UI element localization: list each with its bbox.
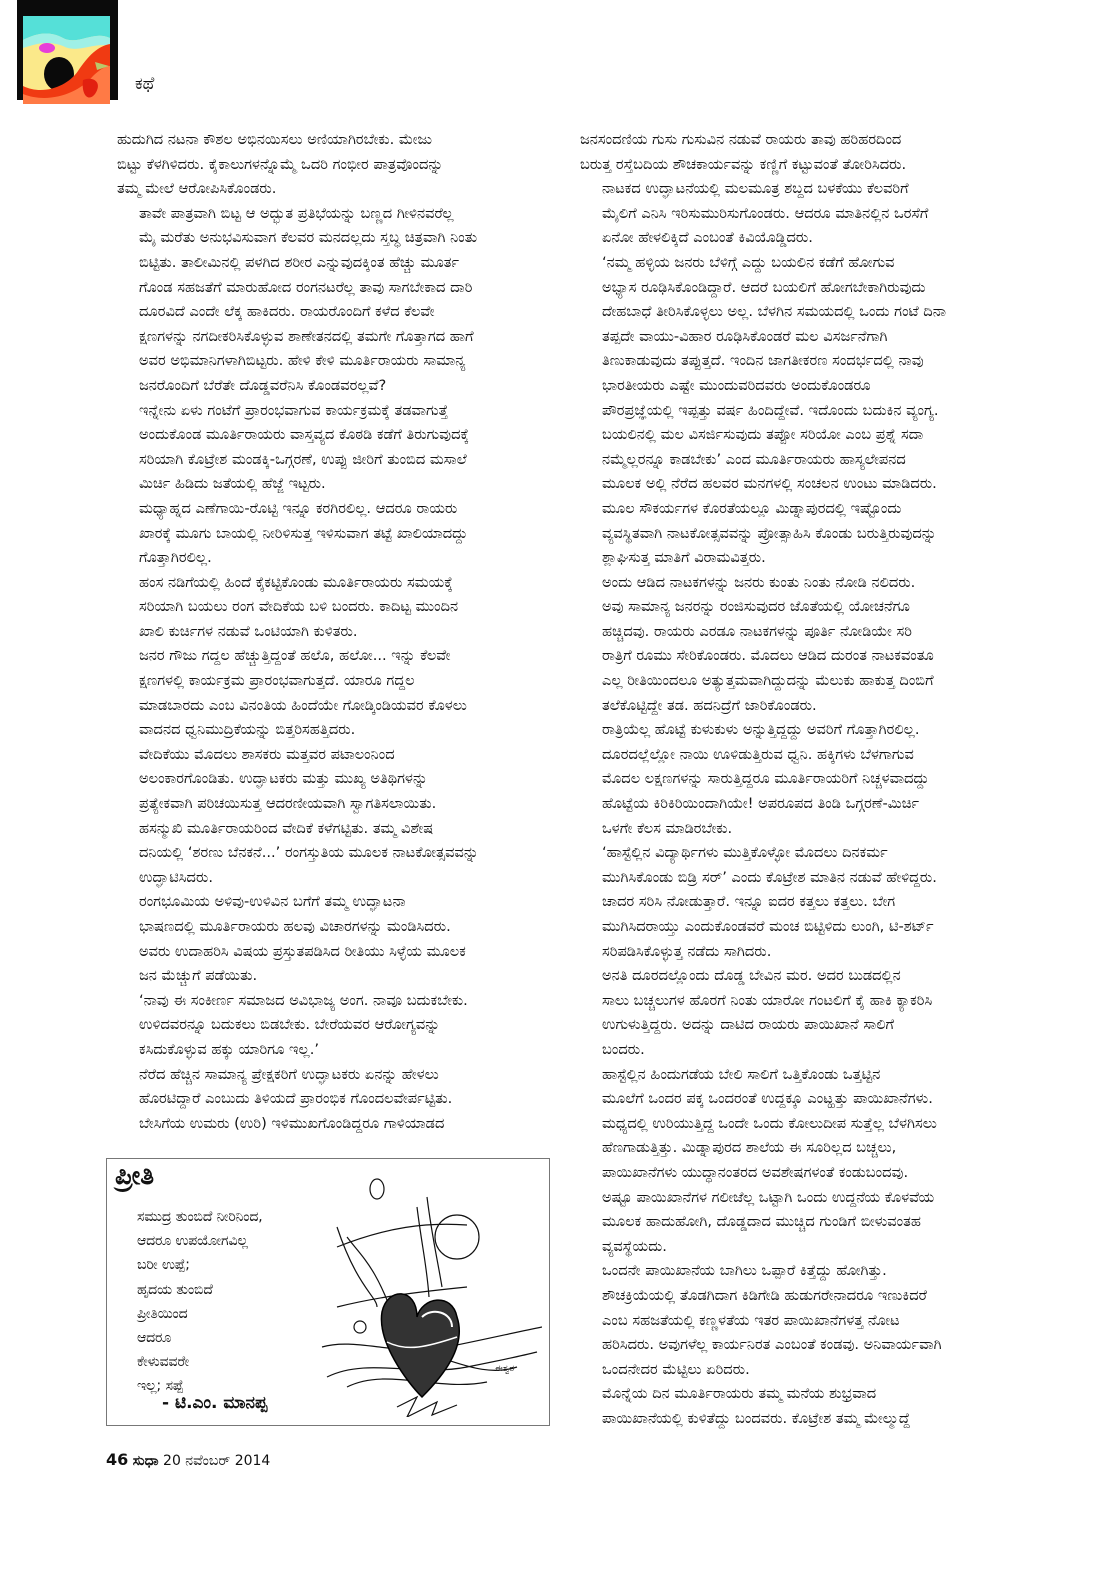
text-line: ನೆರೆದ ಹೆಚ್ಚಿನ ಸಾಮಾನ್ಯ ಪ್ರೇಕ್ಷಕರಿಗೆ ಉದ್ಘಾಟಕರು ಏನನ್ನು ಹೇಳಲು	[139, 1065, 439, 1083]
text-line: ತಮ್ಮ ಮೇಲೆ ಆರೋಪಿಸಿಕೊಂಡರು.	[117, 180, 277, 198]
illustrator-credit: ಈಶ್ವರ	[495, 1364, 515, 1374]
left-column-paragraph	[117, 202, 557, 399]
left-column-paragraph	[117, 571, 557, 645]
left-column-paragraph	[117, 743, 557, 817]
poem-box	[106, 1158, 550, 1426]
text-line: ಜನರ ಗೌಜು ಗದ್ದಲ ಹೆಚ್ಚುತ್ತಿದ್ದಂತೆ ಹಲೊ, ಹಲೋ... ಇನ್ನು ಕೆಲವೇ	[139, 647, 451, 665]
magazine-section-logo	[17, 0, 118, 100]
text-line: ಹೊಟ್ಟೆಯ ಕಿರಿಕಿರಿಯಿಂದಾಗಿಯೇ! ಅಪರೂಪದ ತಿಂಡಿ ಒಗ್ಗರಣೆ-ಮಿರ್ಚಿ	[602, 795, 920, 813]
right-column-paragraph	[580, 177, 1020, 251]
right-column-paragraph	[580, 718, 1020, 841]
section-label: ಕಥೆ	[135, 74, 155, 94]
poem-author: - ಟಿ.ಎಂ. ಮಾನಪ್ಪ	[162, 1393, 268, 1413]
text-line: ವಾದನದ ಧ್ವನಿಮುದ್ರಿಕೆಯನ್ನು ಬಿತ್ತರಿಸಹತ್ತಿದರು.	[139, 721, 356, 739]
text-line: ಮೊನ್ನೆಯ ದಿನ ಮೂರ್ತಿರಾಯರು ತಮ್ಮ ಮನೆಯ ಶುಭ್ರವಾದ	[602, 1385, 877, 1403]
text-line: ಅಲಂಕಾರಗೊಂಡಿತು. ಉದ್ಘಾಟಕರು ಮತ್ತು ಮುಖ್ಯ ಅತಿಥಿಗಳನ್ನು	[139, 770, 428, 788]
poem-line: ಹೃದಯ ತುಂಬಿದೆ	[137, 1281, 213, 1298]
text-line: ಇನ್ನೇನು ಏಳು ಗಂಟೆಗೆ ಪ್ರಾರಂಭವಾಗುವ ಕಾರ್ಯಕ್ರಮಕ್ಕೆ ತಡವಾಗುತ್ತೆ	[139, 401, 449, 419]
left-column-paragraph	[117, 989, 557, 1063]
text-line: ಬಯಲಿನಲ್ಲಿ ಮಲ ವಿಸರ್ಜಿಸುವುದು ತಪ್ಪೋ ಸರಿಯೋ ಎಂಬ ಪ್ರಶ್ನೆ ಸದಾ	[602, 426, 924, 444]
text-line: ಉಗುಳುತ್ತಿದ್ದರು. ಅದನ್ನು ದಾಟಿದ ರಾಯರು ಪಾಯಿಖಾನೆ ಸಾಲಿಗೆ	[602, 1016, 895, 1034]
poem-line: ಆದರೂ ಉಪಯೋಗವಿಲ್ಲ	[137, 1233, 248, 1250]
text-line: ಮೂಲೆಗೆ ಒಂದರ ಪಕ್ಕ ಒಂದರಂತೆ ಉದ್ದಕ್ಕೂ ಎಂಟ್ಹತ್ತು ಪಾಯಿಖಾನೆಗಳು.	[602, 1090, 933, 1108]
right-column-paragraph	[580, 571, 1020, 719]
poem-title: ಪ್ರೀತಿ	[115, 1161, 155, 1191]
text-line: ಹುದುಗಿದ ನಟನಾ ಕೌಶಲ ಅಭಿನಯಿಸಲು ಅಣಿಯಾಗಿರಬೇಕು. ಮೇಜು	[117, 131, 432, 148]
text-line: ಏನೋ ಹೇಳಲಿಕ್ಕಿದೆ ಎಂಬಂತೆ ಕಿವಿಯೊಡ್ಡಿದರು.	[602, 229, 813, 247]
text-line: ಕ್ಷಣಗಳಲ್ಲಿ ಕಾರ್ಯಕ್ರಮ ಪ್ರಾರಂಭವಾಗುತ್ತದೆ. ಯಾರೂ ಗದ್ದಲ	[139, 672, 415, 690]
poem-line: ಇಲ್ಲ; ಸಪ್ಪೆ	[137, 1378, 184, 1395]
text-line: ಒಂದನೇ ಪಾಯಿಖಾನೆಯ ಬಾಗಿಲು ಒಪ್ಪಾರೆ ಕಿತ್ತೆದ್ದು ಹೋಗಿತ್ತು.	[602, 1262, 887, 1280]
page-footer	[106, 1450, 270, 1469]
text-line: ವ್ಯವಸ್ಥಿತವಾಗಿ ನಾಟಕೋತ್ಸವವನ್ನು ಪ್ರೋತ್ಸಾಹಿಸಿ ಕೊಂಡು ಬರುತ್ತಿರುವುದನ್ನು	[602, 524, 937, 542]
text-line: ಹರಿಸಿದರು. ಅವುಗಳೆಲ್ಲ ಕಾರ್ಯನಿರತ ಎಂಬಂತೆ ಕಂಡವು. ಅನಿವಾರ್ಯವಾಗಿ	[602, 1336, 942, 1354]
text-line: ಅವರ ಅಭಿಮಾನಿಗಳಾಗಿಬಿಟ್ಟರು. ಹೇಳಿ ಕೇಳಿ ಮೂರ್ತಿರಾಯರು ಸಾಮಾನ್ಯ	[139, 352, 466, 370]
text-line: ಮೂಲಕ ಹಾದುಹೋಗಿ, ದೊಡ್ಡದಾದ ಮುಚ್ಚಿದ ಗುಂಡಿಗೆ ಬೀಳುವಂತಹ	[602, 1213, 921, 1231]
text-line: ಗೊಂಡ ಸಹಜತೆಗೆ ಮಾರುಹೋದ ರಂಗನಟರೆಲ್ಲ ತಾವು ಸಾಗಬೇಕಾದ ದಾರಿ	[139, 278, 473, 296]
text-line: ಭಾರತೀಯರು ಎಷ್ಟೇ ಮುಂದುವರಿದವರು ಅಂದುಕೊಂಡರೂ	[602, 376, 871, 394]
text-line: ವೇದಿಕೆಯು ಮೊದಲು ಶಾಸಕರು ಮತ್ತವರ ಪಟಾಲಂನಿಂದ	[139, 745, 395, 763]
left-column-paragraph	[117, 890, 557, 988]
right-column-paragraph	[580, 1063, 1020, 1260]
text-line: ಸರಿಯಾಗಿ ಕೊಟ್ರೇಶ ಮಂಡಕ್ಕಿ-ಒಗ್ಗರಣೆ, ಉಪ್ಪು ಜೀರಿಗೆ ತುಂಬಿದ ಮಸಾಲೆ	[139, 450, 467, 468]
text-line: ಮಧ್ಯಾಹ್ನದ ಎಣೆಗಾಯಿ-ರೊಟ್ಟಿ ಇನ್ನೂ ಕರಗಿರಲಿಲ್ಲ. ಆದರೂ ರಾಯರು	[139, 499, 458, 517]
text-line: ರಾತ್ರಿಗೆ ರೂಮು ಸೇರಿಕೊಂಡರು. ಮೊದಲು ಆಡಿದ ದುರಂತ ನಾಟಕವಂತೂ	[602, 647, 934, 665]
text-line: ಗೊತ್ತಾಗಿರಲಿಲ್ಲ.	[139, 549, 212, 567]
left-column-paragraph	[117, 497, 557, 571]
text-line: ಉದ್ಘಾಟಿಸಿದರು.	[139, 868, 213, 886]
text-line: ಜನಸಂದಣಿಯ ಗುಸು ಗುಸುವಿನ ನಡುವೆ ರಾಯರು ತಾವು ಹರಿಹರದಿಂದ	[580, 131, 902, 148]
text-line: ಪೌರಪ್ರಜ್ಞೆಯಲ್ಲಿ ಇಪ್ಪತ್ತು ವರ್ಷ ಹಿಂದಿದ್ದೇವೆ. ಇದೊಂದು ಬದುಕಿನ ವ್ಯಂಗ್ಯ.	[602, 401, 939, 419]
text-line: ಅಭ್ಯಾಸ ರೂಢಿಸಿಕೊಂಡಿದ್ದಾರೆ. ಆದರೆ ಬಯಲಿಗೆ ಹೋಗಬೇಕಾಗಿರುವುದು	[602, 278, 926, 296]
text-line: ಎಂಬ ಸಹಜತೆಯಲ್ಲಿ ಕಣ್ಣಳತೆಯ ಇತರ ಪಾಯಿಖಾನೆಗಳತ್ತ ನೋಟ	[602, 1311, 900, 1329]
text-line: ಪಾಯಿಖಾನೆಗಳು ಯುದ್ಧಾನಂತರದ ಅವಶೇಷಗಳಂತೆ ಕಂಡುಬಂದವು.	[602, 1163, 909, 1181]
poem-line: ಪ್ರೀತಿಯಿಂದ	[137, 1305, 188, 1322]
right-column-paragraph	[580, 128, 1020, 177]
text-line: ಬೇಸಿಗೆಯ ಉಮರು (ಉರಿ) ಇಳಿಮುಖಗೊಂಡಿದ್ದರೂ ಗಾಳಿಯಾಡದ	[139, 1114, 445, 1132]
right-column-paragraph	[580, 1382, 1020, 1431]
abstract-art-logo-icon	[23, 16, 110, 104]
text-line: ಮೈ ಮರೆತು ಅನುಭವಿಸುವಾಗ ಕೆಲವರ ಮನದಲ್ಲದು ಸ್ತಬ್ಧ ಚಿತ್ರವಾಗಿ ನಿಂತು	[139, 229, 478, 247]
text-line: ಹಾಸ್ಟೆಲ್ಲಿನ ಹಿಂದುಗಡೆಯ ಬೇಲಿ ಸಾಲಿಗೆ ಒತ್ತಿಕೊಂಡು ಒತ್ತಟ್ಟಿನ	[602, 1065, 881, 1083]
text-line: ಹಂಸ ನಡಿಗೆಯಲ್ಲಿ ಹಿಂದೆ ಕೈಕಟ್ಟಿಕೊಂಡು ಮೂರ್ತಿರಾಯರು ಸಮಯಕ್ಕೆ	[139, 573, 453, 591]
left-column-paragraph	[117, 817, 557, 891]
text-line: ಮೊದಲ ಲಕ್ಷಣಗಳನ್ನು ಸಾರುತ್ತಿದ್ದರೂ ಮೂರ್ತಿರಾಯರಿಗೆ ನಿಚ್ಚಳವಾದದ್ದು	[602, 770, 929, 788]
text-line: ತಲೆಕೊಟ್ಟಿದ್ದೇ ತಡ. ಹದನಿದ್ರೆಗೆ ಜಾರಿಕೊಂಡರು.	[602, 696, 817, 714]
text-line: ಮೂಲ ಸೌಕರ್ಯಗಳ ಕೊರತೆಯಲ್ಲೂ ಮಿಡ್ನಾಪುರದಲ್ಲಿ ಇಷ್ಟೊಂದು	[602, 499, 902, 517]
text-line: ಮುಗಿಸಿಕೊಂಡು ಬಿಡ್ರಿ ಸರ್’ ಎಂದು ಕೊಟ್ರೇಶ ಮಾತಿನ ನಡುವೆ ಹೇಳಿದ್ದರು.	[602, 868, 937, 886]
text-line: ಮಾಡಬಾರದು ಎಂಬ ವಿನಂತಿಯ ಹಿಂದೆಯೇ ಗೋಡ್ಕಿಂಡಿಯವರ ಕೊಳಲು	[139, 696, 467, 714]
text-line: ದನಿಯಲ್ಲಿ ‘ಶರಣು ಬೆನಕನೆ...’ ರಂಗಸ್ತುತಿಯ ಮೂಲಕ ನಾಟಕೋತ್ಸವವನ್ನು	[139, 844, 479, 862]
text-line: ಚಾದರ ಸರಿಸಿ ನೋಡುತ್ತಾರೆ. ಇನ್ನೂ ಐದರ ಕತ್ತಲು ಕತ್ತಲು. ಬೇಗ	[602, 893, 896, 911]
right-column-paragraph	[580, 841, 1020, 964]
text-line: ಶೌಚಕ್ರಿಯೆಯಲ್ಲಿ ತೊಡಗಿದಾಗ ಕಿಡಿಗೇಡಿ ಹುಡುಗರೇನಾದರೂ ಇಣುಕಿದರೆ	[602, 1286, 927, 1304]
text-line: ಭಾಷಣದಲ್ಲಿ ಮೂರ್ತಿರಾಯರು ಹಲವು ವಿಚಾರಗಳನ್ನು ಮಂಡಿಸಿದರು.	[139, 918, 451, 935]
text-line: ಹೆಣಗಾಡುತ್ತಿತ್ತು. ಮಿಡ್ನಾಪುರದ ಶಾಲೆಯ ಈ ಸೂರಿಲ್ಲದ ಬಚ್ಚಲು,	[602, 1139, 897, 1157]
text-line: ಸರಿಯಾಗಿ ಬಯಲು ರಂಗ ವೇದಿಕೆಯ ಬಳಿ ಬಂದರು. ಕಾದಿಟ್ಟ ಮುಂದಿನ	[139, 598, 459, 616]
text-line: ಖಾರಕ್ಕೆ ಮೂಗು ಬಾಯಲ್ಲಿ ನೀರಿಳಿಸುತ್ತ ಇಳಿಸುವಾಗ ತಟ್ಟೆ ಖಾಲಿಯಾದದ್ದು	[139, 524, 468, 542]
text-line: ಜನರೊಂದಿಗೆ ಬೆರೆತೇ ದೊಡ್ಡವರೆನಿಸಿ ಕೊಂಡವರಲ್ಲವೆ?	[139, 376, 387, 394]
issue-date: 20 ನವೆಂಬರ್ 2014	[163, 1453, 271, 1469]
text-line: ಸಾಲು ಬಚ್ಚಲುಗಳ ಹೊರಗೆ ನಿಂತು ಯಾರೋ ಗಂಟಲಿಗೆ ಕೈ ಹಾಕಿ ಕ್ಯಾಕರಿಸಿ	[602, 991, 933, 1009]
text-line: ಉಳಿದವರನ್ನೂ ಬದುಕಲು ಬಿಡಬೇಕು. ಬೇರೆಯವರ ಆರೋಗ್ಯವನ್ನು	[139, 1016, 441, 1034]
text-line: ಮೂಲಕ ಅಲ್ಲಿ ನೆರೆದ ಹಲವರ ಮನಗಳಲ್ಲಿ ಸಂಚಲನ ಉಂಟು ಮಾಡಿದರು.	[602, 475, 937, 493]
text-line: ಬಿಟ್ಟು ಕೆಳಗಿಳಿದರು. ಕೈಕಾಲುಗಳನ್ನೊಮ್ಮೆ ಒದರಿ ಗಂಭೀರ ಪಾತ್ರವೊಂದನ್ನು	[117, 155, 444, 173]
right-column-text	[580, 128, 1020, 1431]
left-column-paragraph	[117, 1063, 557, 1137]
text-line: ‘ನಾವು ಈ ಸಂಕೀರ್ಣ ಸಮಾಜದ ಅವಿಭಾಜ್ಯ ಅಂಗ. ನಾವೂ ಬದುಕಬೇಕು.	[139, 991, 468, 1009]
text-line: ನಾಟಕದ ಉದ್ಘಾಟನೆಯಲ್ಲಿ ಮಲಮೂತ್ರ ಶಬ್ದದ ಬಳಕೆಯು ಕೆಲವರಿಗೆ	[602, 180, 909, 198]
text-line: ಕಸಿದುಕೊಳ್ಳುವ ಹಕ್ಕು ಯಾರಿಗೂ ಇಲ್ಲ.’	[139, 1040, 319, 1058]
poem-lines	[137, 1205, 263, 1399]
text-line: ತಾವೇ ಪಾತ್ರವಾಗಿ ಬಿಟ್ಟ ಆ ಅದ್ಭುತ ಪ್ರತಿಭೆಯನ್ನು ಬಣ್ಣದ ಗೀಳಿನವರೆಲ್ಲ	[139, 204, 454, 222]
text-line: ಜನ ಮೆಚ್ಚುಗೆ ಪಡೆಯಿತು.	[139, 967, 258, 985]
text-line: ದೂರದಲ್ಲೆಲ್ಲೋ ನಾಯಿ ಊಳಿಡುತ್ತಿರುವ ಧ್ವನಿ. ಹಕ್ಕಿಗಳು ಬೆಳಗಾಗುವ	[602, 745, 914, 763]
right-column-paragraph	[580, 497, 1020, 571]
text-line: ಹಸನ್ಮುಖಿ ಮೂರ್ತಿರಾಯರಿಂದ ವೇದಿಕೆ ಕಳೆಗಟ್ಟಿತು. ತಮ್ಮ ವಿಶೇಷ	[139, 819, 434, 837]
text-line: ಒಳಗೇ ಕೆಲಸ ಮಾಡಿರಬೇಕು.	[602, 819, 733, 837]
text-line: ಹೊರಟಿದ್ದಾರೆ ಎಂಬುದು ತಿಳಿಯದೆ ಪ್ರಾರಂಭಿಕ ಗೊಂದಲವೇರ್ಪಟ್ಟಿತು.	[139, 1090, 453, 1108]
text-line: ಬಂದರು.	[602, 1040, 645, 1058]
magazine-name: ಸುಧಾ	[132, 1453, 159, 1469]
left-column-paragraph	[117, 128, 557, 202]
text-line: ಒಂದನೇದರ ಮೆಟ್ಟಿಲು ಏರಿದರು.	[602, 1360, 750, 1378]
poem-line: ಕೇಳುವವರೇ	[137, 1354, 190, 1371]
poem-line: ಸಮುದ್ರ ತುಂಬಿದೆ ನೀರಿನಿಂದ,	[137, 1209, 263, 1225]
text-line: ಅಷ್ಟೂ ಪಾಯಿಖಾನೆಗಳ ಗಲೀಜೆಲ್ಲ ಒಟ್ಟಾಗಿ ಒಂದು ಉದ್ದನೆಯ ಕೊಳವೆಯ	[602, 1188, 935, 1206]
text-line: ಸರಿಪಡಿಸಿಕೊಳ್ಳುತ್ತ ನಡೆದು ಸಾಗಿದರು.	[602, 942, 772, 960]
left-column-paragraph	[117, 399, 557, 497]
text-line: ಪ್ರತ್ಯೇಕವಾಗಿ ಪರಿಚಯಿಸುತ್ತ ಆದರಣೀಯವಾಗಿ ಸ್ವಾಗತಿಸಲಾಯಿತು.	[139, 795, 437, 813]
page-number: 46	[106, 1450, 129, 1469]
right-column-paragraph	[580, 964, 1020, 1062]
text-line: ರಾತ್ರಿಯೆಲ್ಲ ಹೊಟ್ಟೆ ಕುಳುಕುಳು ಅನ್ನುತ್ತಿದ್ದದ್ದು ಅವರಿಗೆ ಗೊತ್ತಾಗಿರಲಿಲ್ಲ.	[602, 721, 920, 739]
text-line: ಬರುತ್ತ ರಸ್ತೆಬದಿಯ ಶೌಚಕಾರ್ಯವನ್ನು ಕಣ್ಣಿಗೆ ಕಟ್ಟುವಂತೆ ತೋರಿಸಿದರು.	[580, 155, 907, 173]
text-line: ‘ನಮ್ಮ ಹಳ್ಳಿಯ ಜನರು ಬೆಳಿಗ್ಗೆ ಎದ್ದು ಬಯಲಿನ ಕಡೆಗೆ ಹೋಗುವ	[602, 253, 895, 271]
text-line: ‘ಹಾಸ್ಟೆಲ್ಲಿನ ವಿದ್ಯಾರ್ಥಿಗಳು ಮುತ್ತಿಕೊಳ್ಳೋ ಮೊದಲು ದಿನಕರ್ಮ	[602, 844, 888, 862]
text-line: ಅಂದು ಆಡಿದ ನಾಟಕಗಳನ್ನು ಜನರು ಕುಂತು ನಿಂತು ನೋಡಿ ನಲಿದರು.	[602, 573, 916, 591]
left-column-text	[117, 128, 557, 1136]
text-line: ಮಿರ್ಚಿ ಹಿಡಿದು ಜತೆಯಲ್ಲಿ ಹೆಜ್ಜೆ ಇಟ್ಟರು.	[139, 475, 326, 493]
text-line: ಪಾಯಿಖಾನೆಯಲ್ಲಿ ಕುಳಿತೆದ್ದು ಬಂದವರು. ಕೊಟ್ರೇಶ ತಮ್ಮ ಮೇಲ್ಮುದ್ದೆ	[602, 1409, 911, 1427]
text-line: ಎಲ್ಲ ರೀತಿಯಿಂದಲೂ ಅತ್ಯುತ್ತಮವಾಗಿದ್ದುದನ್ನು ಮೆಲುಕು ಹಾಕುತ್ತ ದಿಂಬಿಗೆ	[602, 672, 934, 690]
text-line: ರಂಗಭೂಮಿಯ ಅಳಿವು-ಉಳಿವಿನ ಬಗೆಗೆ ತಮ್ಮ ಉದ್ಘಾಟನಾ	[139, 893, 406, 911]
text-line: ಬಿಟ್ಟಿತು. ತಾಲೀಮಿನಲ್ಲಿ ಪಳಗಿದ ಶರೀರ ಎನ್ನುವುದಕ್ಕಿಂತ ಹೆಚ್ಚು ಮೂರ್ತ	[139, 253, 460, 271]
text-line: ಅಂದುಕೊಂಡ ಮೂರ್ತಿರಾಯರು ವಾಸ್ತವ್ಯದ ಕೊಠಡಿ ಕಡೆಗೆ ತಿರುಗುವುದಕ್ಕೆ	[139, 426, 470, 444]
left-column-paragraph	[117, 644, 557, 742]
right-column-paragraph	[580, 1259, 1020, 1382]
text-line: ಅವರು ಉದಾಹರಿಸಿ ವಿಷಯ ಪ್ರಸ್ತುತಪಡಿಸಿದ ರೀತಿಯು ಸಿಳ್ಳೆಯ ಮೂಲಕ	[139, 942, 466, 960]
text-line: ಮಧ್ಯದಲ್ಲಿ ಉರಿಯುತ್ತಿದ್ದ ಒಂದೇ ಒಂದು ಕೋಲುದೀಪ ಸುತ್ತೆಲ್ಲ ಬೆಳಗಿಸಲು	[602, 1114, 937, 1132]
heart-sketch-illustration-icon	[317, 1167, 542, 1417]
text-line: ಖಾಲಿ ಕುರ್ಚಿಗಳ ನಡುವೆ ಒಂಟಿಯಾಗಿ ಕುಳಿತರು.	[139, 622, 358, 640]
text-line: ದೂರವಿದೆ ಎಂದೇ ಲೆಕ್ಕ ಹಾಕಿದರು. ರಾಯರೊಂದಿಗೆ ಕಳೆದ ಕೆಲವೇ	[139, 303, 435, 321]
text-line: ತಪ್ಪದೇ ವಾಯು-ವಿಹಾರ ರೂಢಿಸಿಕೊಂಡರೆ ಮಲ ವಿಸರ್ಜನೆಗಾಗಿ	[602, 327, 888, 345]
text-line: ಕ್ಷಣಗಳನ್ನು ನಗದೀಕರಿಸಿಕೊಳ್ಳುವ ಶಾಣೇತನದಲ್ಲಿ ತಮಗೇ ಗೊತ್ತಾಗದ ಹಾಗೆ	[139, 327, 474, 345]
text-line: ದೇಹಬಾಧೆ ತೀರಿಸಿಕೊಳ್ಳಲು ಅಲ್ಲ. ಬೆಳಗಿನ ಸಮಯದಲ್ಲಿ ಒಂದು ಗಂಟೆ ದಿನಾ	[602, 303, 947, 321]
text-line: ಅನತಿ ದೂರದಲ್ಲೊಂದು ದೊಡ್ಡ ಬೇವಿನ ಮರ. ಅದರ ಬುಡದಲ್ಲಿನ	[602, 967, 901, 985]
text-line: ಶ್ಲಾಘಿಸುತ್ತ ಮಾತಿಗೆ ವಿರಾಮವಿತ್ತರು.	[602, 549, 766, 567]
text-line: ವ್ಯವಸ್ಥೆಯದು.	[602, 1237, 667, 1255]
poem-line: ಬರೀ ಉಪ್ಪೆ;	[137, 1257, 190, 1274]
text-line: ಅವು ಸಾಮಾನ್ಯ ಜನರನ್ನು ರಂಜಿಸುವುದರ ಜೊತೆಯಲ್ಲಿ ಯೋಚನೆಗೂ	[602, 598, 910, 616]
text-line: ಮುಗಿಸಿದರಾಯ್ತು ಎಂದುಕೊಂಡವರೆ ಮಂಚ ಬಿಟ್ಟಿಳಿದು ಲುಂಗಿ, ಟಿ-ಶರ್ಟ್	[602, 918, 934, 935]
poem-line: ಆದರೂ	[137, 1330, 172, 1347]
text-line: ಮೈಲಿಗೆ ಎನಿಸಿ ಇರಿಸುಮುರಿಸುಗೊಂಡರು. ಆದರೂ ಮಾತಿನಲ್ಲಿನ ಒರಸೆಗೆ	[602, 204, 929, 222]
text-line: ನಮ್ಮೆಲ್ಲರನ್ನೂ ಕಾಡಬೇಕು’ ಎಂದ ಮೂರ್ತಿರಾಯರು ಹಾಸ್ಯಲೇಪನದ	[602, 450, 906, 468]
text-line: ತಿಣುಕಾಡುವುದು ತಪ್ಪುತ್ತದೆ. ಇಂದಿನ ಜಾಗತೀಕರಣ ಸಂದರ್ಭದಲ್ಲಿ ನಾವು	[602, 352, 924, 370]
right-column-paragraph	[580, 251, 1020, 497]
text-line: ಹಚ್ಚಿದವು. ರಾಯರು ಎರಡೂ ನಾಟಕಗಳನ್ನು ಪೂರ್ತಿ ನೋಡಿಯೇ ಸರಿ	[602, 622, 912, 640]
